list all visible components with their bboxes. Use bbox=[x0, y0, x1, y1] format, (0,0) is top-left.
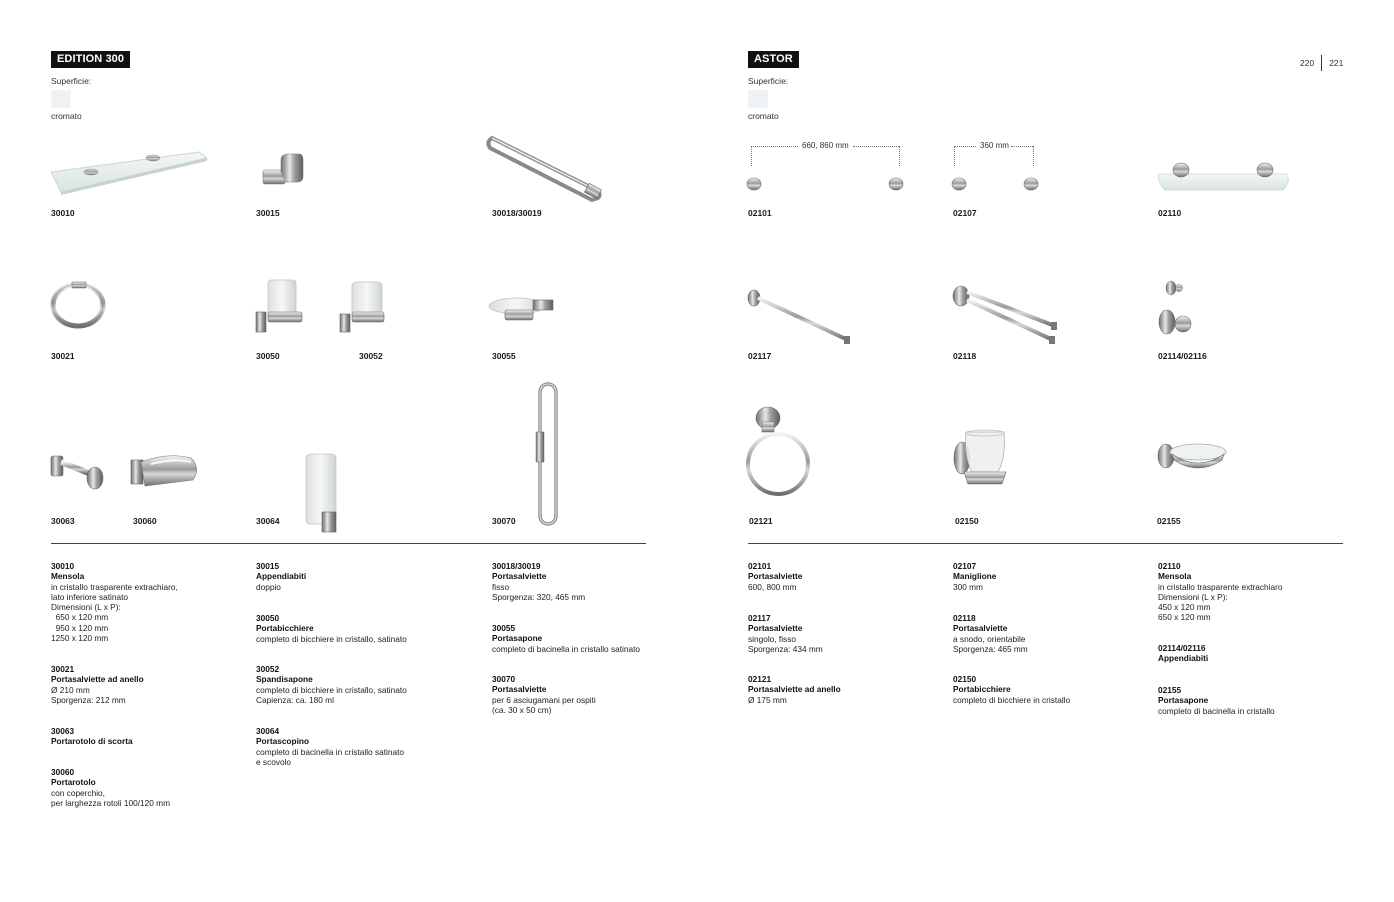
desc-02114-02116 bbox=[1158, 643, 1208, 664]
page-numbers bbox=[1300, 55, 1343, 71]
desc-30060 bbox=[51, 767, 170, 808]
desc-30070 bbox=[492, 674, 596, 715]
desc-02117 bbox=[748, 613, 823, 654]
desc-line: con coperchio, bbox=[51, 787, 105, 798]
desc-code: 30064 bbox=[256, 726, 280, 736]
dimension-tick bbox=[751, 146, 752, 166]
product-code-30055: 30055 bbox=[492, 351, 516, 361]
desc-02107 bbox=[953, 561, 996, 592]
left-divider bbox=[51, 543, 646, 544]
product-image-02107 bbox=[951, 174, 1039, 194]
desc-line: 300 mm bbox=[953, 581, 983, 592]
desc-code: 02121 bbox=[748, 674, 772, 684]
product-image-02155 bbox=[1156, 438, 1230, 478]
desc-name: Portasalviette bbox=[953, 623, 1008, 634]
desc-code: 02114/02116 bbox=[1158, 643, 1206, 653]
desc-name: Portasalviette ad anello bbox=[51, 674, 144, 685]
product-code-30060: 30060 bbox=[133, 516, 157, 526]
desc-line: completo di bacinella in cristallo bbox=[1158, 705, 1275, 716]
desc-02110 bbox=[1158, 561, 1283, 623]
desc-name: Portabicchiere bbox=[256, 623, 314, 634]
desc-line: in cristallo trasparente extrachiaro bbox=[1158, 581, 1283, 592]
desc-line: (ca. 30 x 50 cm) bbox=[492, 704, 552, 715]
product-image-30021 bbox=[50, 280, 106, 330]
desc-line: 650 x 120 mm bbox=[1158, 612, 1211, 623]
product-image-02121 bbox=[744, 404, 814, 500]
product-code-30070: 30070 bbox=[492, 516, 516, 526]
desc-name: Mensola bbox=[51, 571, 85, 582]
product-code-02110: 02110 bbox=[1158, 208, 1182, 218]
desc-line: Sporgenza: 320, 465 mm bbox=[492, 591, 586, 602]
product-image-02114-02116 bbox=[1157, 278, 1199, 340]
product-image-30063 bbox=[51, 452, 107, 492]
desc-line: Dimensioni (L x P): bbox=[51, 602, 121, 613]
product-image-02110 bbox=[1157, 160, 1291, 194]
product-code-02101: 02101 bbox=[748, 208, 772, 218]
desc-code: 30015 bbox=[256, 561, 280, 571]
desc-name: Portascopino bbox=[256, 736, 310, 747]
desc-line: 950 x 120 mm bbox=[51, 622, 109, 633]
dimension-tick bbox=[954, 146, 955, 166]
product-image-30064 bbox=[300, 366, 340, 536]
desc-line: Ø 210 mm bbox=[51, 684, 90, 695]
desc-name: Portasalviette ad anello bbox=[748, 684, 841, 695]
product-image-30010 bbox=[51, 148, 209, 196]
product-image-30018-30019 bbox=[488, 130, 608, 202]
desc-code: 02118 bbox=[953, 613, 976, 623]
desc-name: Portarotolo di scorta bbox=[51, 736, 133, 747]
desc-code: 30055 bbox=[492, 623, 516, 633]
dimension-line bbox=[954, 146, 976, 147]
desc-code: 30018/30019 bbox=[492, 561, 541, 571]
desc-line: 1250 x 120 mm bbox=[51, 633, 109, 644]
desc-name: Spandisapone bbox=[256, 674, 313, 685]
desc-name: Portarotolo bbox=[51, 777, 96, 788]
product-code-02155: 02155 bbox=[1157, 516, 1181, 526]
desc-name: Portasalviette bbox=[748, 571, 803, 582]
product-image-02117 bbox=[746, 288, 856, 348]
desc-30018-30019 bbox=[492, 561, 585, 602]
desc-line: Sporgenza: 212 mm bbox=[51, 694, 126, 705]
desc-code: 02155 bbox=[1158, 685, 1182, 695]
desc-line: e scovolo bbox=[256, 756, 292, 767]
dimension-line bbox=[1011, 146, 1033, 147]
desc-line: Ø 175 mm bbox=[748, 694, 787, 705]
desc-name: Appendiabiti bbox=[256, 571, 307, 582]
desc-line: 450 x 120 mm bbox=[1158, 602, 1211, 613]
desc-30064 bbox=[256, 726, 404, 767]
product-image-30052 bbox=[338, 280, 386, 334]
desc-line: completo di bacinella in cristallo satinato bbox=[492, 643, 641, 654]
surface-label: Superficie: bbox=[748, 76, 789, 86]
surface-label: Superficie: bbox=[51, 76, 92, 86]
product-code-02150: 02150 bbox=[955, 516, 979, 526]
product-code-30050: 30050 bbox=[256, 351, 280, 361]
desc-line: Dimensioni (L x P): bbox=[1158, 591, 1228, 602]
page-number-left: 220 bbox=[1300, 58, 1315, 68]
product-code-30018-30019: 30018/30019 bbox=[492, 208, 542, 218]
desc-line: fisso bbox=[492, 581, 510, 592]
finish-swatch-chrome bbox=[51, 90, 71, 108]
desc-02150 bbox=[953, 674, 1070, 705]
desc-line: in cristallo trasparente extrachiaro, bbox=[51, 581, 178, 592]
desc-name: Maniglione bbox=[953, 571, 997, 582]
product-code-02121: 02121 bbox=[749, 516, 773, 526]
desc-30021 bbox=[51, 664, 144, 705]
desc-code: 30050 bbox=[256, 613, 280, 623]
desc-30050 bbox=[256, 613, 407, 644]
desc-line: lato inferiore satinato bbox=[51, 591, 129, 602]
desc-code: 02110 bbox=[1158, 561, 1181, 571]
desc-line: Sporgenza: 434 mm bbox=[748, 643, 823, 654]
desc-name: Portasapone bbox=[492, 633, 543, 644]
desc-30015 bbox=[256, 561, 306, 592]
desc-line: doppio bbox=[256, 581, 281, 592]
finish-swatch-chrome bbox=[748, 90, 768, 108]
dimension-tick bbox=[899, 146, 900, 166]
product-code-30064: 30064 bbox=[256, 516, 280, 526]
desc-line: singolo, fisso bbox=[748, 633, 796, 644]
desc-30010 bbox=[51, 561, 178, 643]
desc-line: per 6 asciugamani per ospiti bbox=[492, 694, 596, 705]
desc-line: Capienza: ca. 180 ml bbox=[256, 694, 334, 705]
desc-line: 650 x 120 mm bbox=[51, 612, 109, 623]
product-code-02118: 02118 bbox=[953, 351, 977, 361]
desc-line: completo di bicchiere in cristallo bbox=[953, 694, 1071, 705]
series-title-edition-300: EDITION 300 bbox=[51, 51, 130, 68]
product-image-30055 bbox=[487, 294, 557, 328]
desc-line: completo di bicchiere in cristallo, satinato bbox=[256, 684, 407, 695]
desc-name: Portasalviette bbox=[492, 571, 547, 582]
product-image-30070 bbox=[534, 382, 562, 528]
finish-label: cromato bbox=[748, 111, 779, 121]
desc-02118 bbox=[953, 613, 1028, 654]
desc-name: Appendiabiti bbox=[1158, 653, 1209, 664]
desc-code: 30063 bbox=[51, 726, 75, 736]
page-number-separator bbox=[1321, 55, 1322, 71]
desc-30055 bbox=[492, 623, 640, 654]
desc-name: Mensola bbox=[1158, 571, 1192, 582]
series-title-astor: ASTOR bbox=[748, 51, 799, 68]
desc-name: Portasapone bbox=[1158, 695, 1209, 706]
product-code-30063: 30063 bbox=[51, 516, 75, 526]
page-number-right: 221 bbox=[1329, 58, 1344, 68]
product-code-30021: 30021 bbox=[51, 351, 75, 361]
desc-name: Portabicchiere bbox=[953, 684, 1011, 695]
desc-line: Sporgenza: 465 mm bbox=[953, 643, 1028, 654]
desc-code: 02107 bbox=[953, 561, 977, 571]
desc-code: 02150 bbox=[953, 674, 977, 684]
product-image-02101 bbox=[746, 174, 904, 194]
desc-code: 30010 bbox=[51, 561, 75, 571]
desc-line: per larghezza rotoli 100/120 mm bbox=[51, 797, 170, 808]
product-code-30052: 30052 bbox=[359, 351, 383, 361]
dimension-line bbox=[751, 146, 798, 147]
dimension-line bbox=[853, 146, 899, 147]
desc-02155 bbox=[1158, 685, 1275, 716]
product-code-02117: 02117 bbox=[748, 351, 772, 361]
product-code-30010: 30010 bbox=[51, 208, 75, 218]
desc-code: 30060 bbox=[51, 767, 75, 777]
desc-code: 02101 bbox=[748, 561, 772, 571]
product-code-30015: 30015 bbox=[256, 208, 280, 218]
product-image-30050 bbox=[256, 278, 304, 334]
desc-name: Portasalviette bbox=[492, 684, 547, 695]
desc-line: a snodo, orientabile bbox=[953, 633, 1026, 644]
desc-code: 30070 bbox=[492, 674, 516, 684]
desc-30063 bbox=[51, 726, 133, 747]
product-image-30060 bbox=[131, 450, 201, 492]
desc-code: 30052 bbox=[256, 664, 280, 674]
desc-name: Portasalviette bbox=[748, 623, 803, 634]
product-code-02114-02116: 02114/02116 bbox=[1158, 351, 1207, 361]
product-image-02150 bbox=[952, 428, 1012, 492]
dimension-tick bbox=[1033, 146, 1034, 166]
desc-line: completo di bicchiere in cristallo, satinato bbox=[256, 633, 407, 644]
desc-code: 30021 bbox=[51, 664, 75, 674]
desc-02121 bbox=[748, 674, 841, 705]
desc-line: completo di bacinella in cristallo satinato bbox=[256, 746, 405, 757]
product-code-02107: 02107 bbox=[953, 208, 977, 218]
desc-30052 bbox=[256, 664, 407, 705]
finish-label: cromato bbox=[51, 111, 82, 121]
desc-02101 bbox=[748, 561, 802, 592]
product-image-30015 bbox=[259, 152, 305, 186]
desc-code: 02117 bbox=[748, 613, 771, 623]
desc-line: 600, 800 mm bbox=[748, 581, 797, 592]
dimension-label-02101: 660, 860 mm bbox=[802, 141, 849, 150]
product-image-02118 bbox=[951, 284, 1061, 346]
right-divider bbox=[748, 543, 1343, 544]
dimension-label-02107: 360 mm bbox=[980, 141, 1009, 150]
